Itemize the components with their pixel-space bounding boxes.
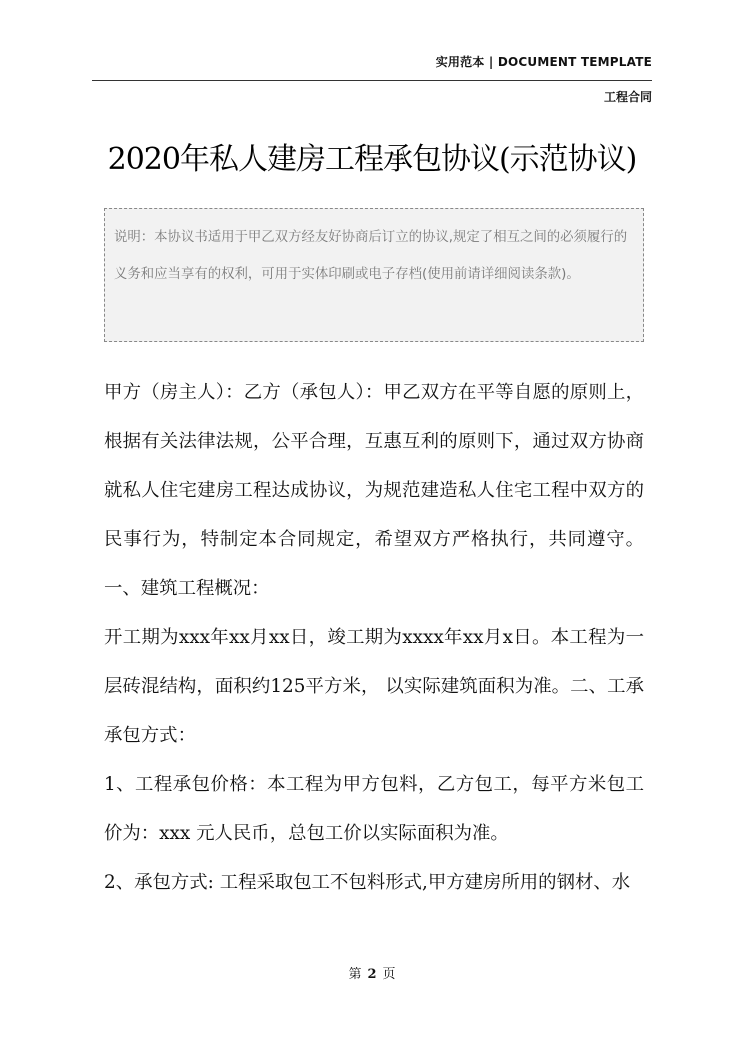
page-number: 2 <box>367 967 377 982</box>
header-brand: 实用范本 | DOCUMENT TEMPLATE <box>435 55 652 69</box>
document-title: 2020年私人建房工程承包协议(示范协议) <box>107 142 637 177</box>
header-category: 工程合同 <box>603 90 652 104</box>
page-prefix: 第 <box>348 967 362 982</box>
page-suffix: 页 <box>382 967 396 982</box>
paragraph: 1、工程承包价格：本工程为甲方包料，乙方包工，每平方米包工价为：xxx 元人民币，总包工价以实际面积为准。 <box>104 774 644 844</box>
header-divider <box>92 80 652 81</box>
paragraph: 2、承包方式: 工程采取包工不包料形式,甲方建房所用的钢材、水 <box>104 872 631 893</box>
note-text: 说明：本协议书适用于甲乙双方经友好协商后订立的协议,规定了相互之间的必须履行的义务和应当享有的权利，可用于实体印刷或电子存档(使用前请详细阅读条款)。 <box>114 230 628 282</box>
page-footer <box>0 963 744 982</box>
document-body <box>104 368 644 907</box>
paragraph: 甲方（房主人）：乙方（承包人）：甲乙双方在平等自愿的原则上，根据有关法律法规，公平合理，互惠互利的原则下，通过双方协商就私人住宅建房工程达成协议，为规范建造私人住宅工程中双方的民事行为，特制定本合同规定，希望双方严格执行，共同遵守。一、建筑工程概况： <box>104 382 644 599</box>
paragraph: 开工期为xxx年xx月xx日，竣工期为xxxx年xx月x日。本工程为一层砖混结构，面积约125平方米， 以实际建筑面积为准。二、工承承包方式： <box>104 627 644 746</box>
note-box <box>104 208 644 342</box>
